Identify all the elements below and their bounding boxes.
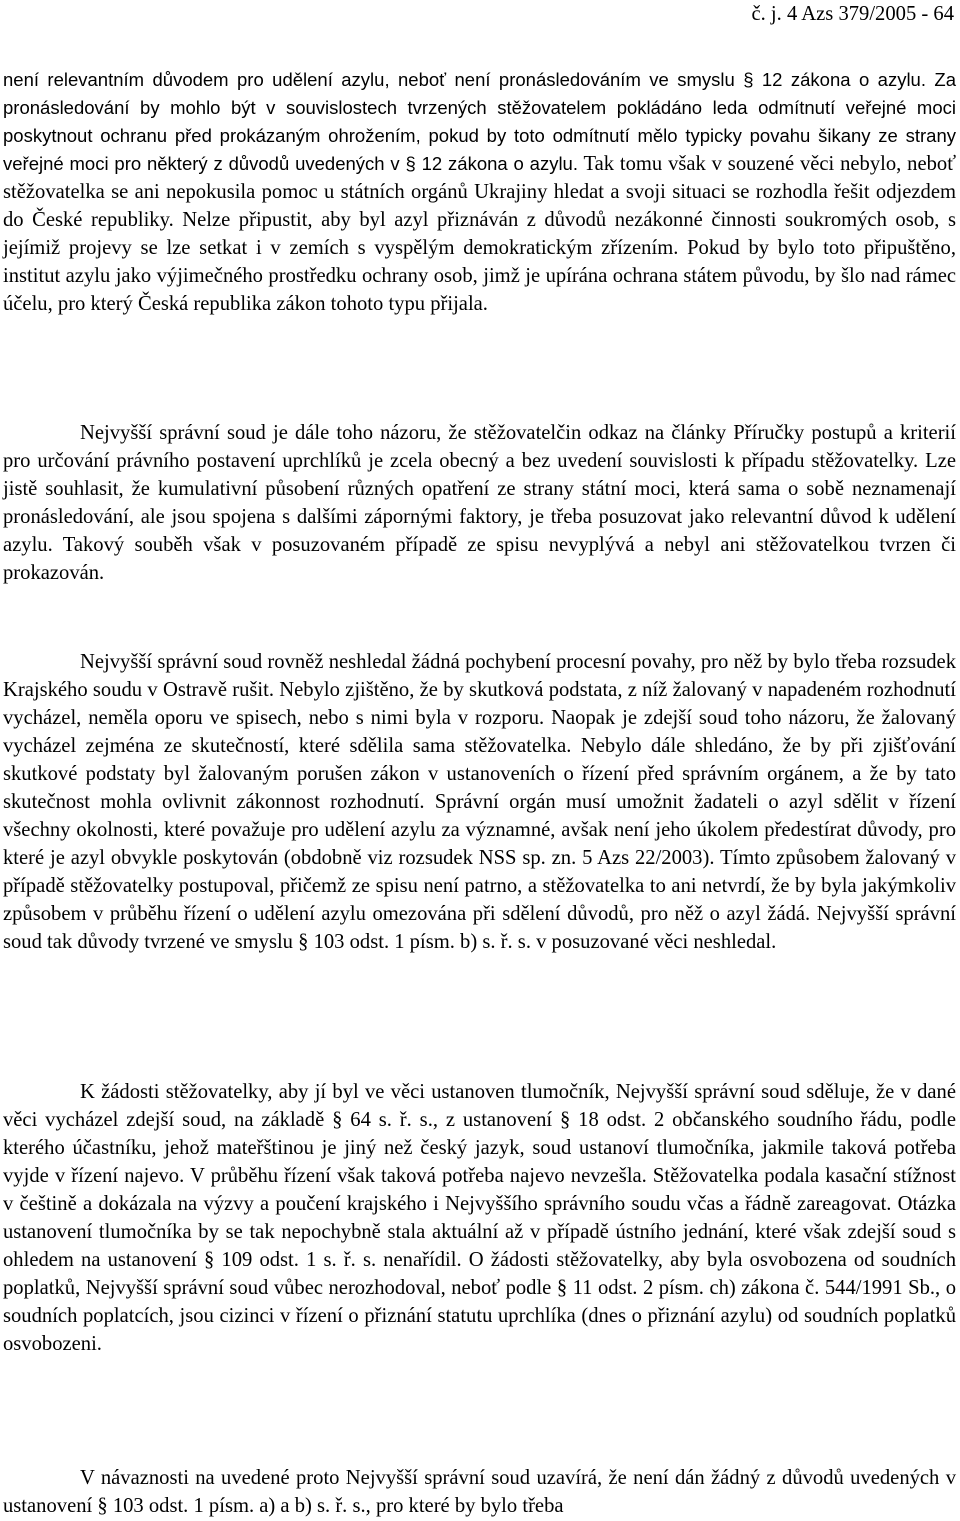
case-reference-header: č. j. 4 Azs 379/2005 - 64 (751, 3, 954, 25)
paragraph-2: Nejvyšší správní soud je dále toho názoru, že stěžovatelčin odkaz na články Příručky postupů a kriterií pro určování právního postavení uprchlíků je zcela obecný a bez uvedení souvislosti k případu stěžovatelky. Lze jistě souhlasit, že kumulativní působení různých opatření ze strany státní moci, která sama o sobě neznamenají pronásledování, ale jsou spojena s dalšími zápornými faktory, je třeba posuzovat jako relevantní důvod k udělení azylu. Takový souběh však v posuzovaném případě ze spisu nevyplývá a nebyl ani stěžovatelkou tvrzen či prokazován. (3, 422, 956, 584)
paragraph-4: K žádosti stěžovatelky, aby jí byl ve věci ustanoven tlumočník, Nejvyšší správní soud sděluje, že v dané věci vycházel zdejší soud, na základě § 64 s. ř. s., z ustanovení § 18 odst. 2 občanského soudního řádu, podle kterého účastníku, jehož mateřštinou je jiný než český jazyk, soud ustanoví tlumočníka, jakmile taková potřeba vyjde v řízení najevo. V průběhu řízení však taková potřeba najevo nevzešla. Stěžovatelka podala kasační stížnost v češtině a dokázala na výzvy a poučení krajského i Nejvyššího správního soudu včas a řádně zareagovat. Otázka ustanovení tlumočníka by se tak nepochybně stala aktuální až v případě ústního jednání, které však zdejší soud s ohledem na ustanovení § 109 odst. 1 s. ř. s. nenařídil. O žádosti stěžovatelky, aby byla osvobozena od soudních poplatků, Nejvyšší správní soud vůbec nerozhodoval, neboť podle § 11 odst. 2 písm. ch) zákona č. 544/1991 Sb., o soudních poplatcích, jsou cizinci v řízení o přiznání statutu uprchlíka (dnes o přiznání azylu) od soudních poplatků osvobozeni. (3, 1081, 956, 1355)
paragraph-3: Nejvyšší správní soud rovněž neshledal žádná pochybení procesní povahy, pro něž by bylo třeba rozsudek Krajského soudu v Ostravě rušit. Nebylo zjištěno, že by skutková podstata, z níž žalovaný v napadeném rozhodnutí vycházel, neměla oporu ve spisech, nebo s nimi byla v rozporu. Naopak je zdejší soud toho názoru, že žalovaný vycházel zejména ze skutečností, které sdělila sama stěžovatelka. Nebylo dále shledáno, že by při zjišťování skutkové podstaty byl žalovaným porušen zákon v ustanoveních o řízení před správním orgánem, a že by tato skutečnost mohla ovlivnit zákonnost rozhodnutí. Správní orgán musí umožnit žadateli o azyl sdělit v řízení všechny okolnosti, které považuje pro udělení azylu za významné, avšak není jeho úkolem předestírat důvody, pro které je azyl obvykle poskytován (obdobně viz rozsudek NSS sp. zn. 5 Azs 22/2003). Tímto způsobem žalovaný v případě stěžovatelky postupoval, přičemž ze spisu není patrno, a stěžovatelka to ani netvrdí, že by byla jakýmkoliv způsobem v průběhu řízení o udělení azylu omezována při sdělení důvodů, pro něž o azyl žádá. Nejvyšší správní soud tak důvody tvrzené ve smyslu § 103 odst. 1 písm. b) s. ř. s. v posuzované věci neshledal. (3, 651, 956, 953)
paragraph-1-rest: Tak tomu však v souzené věci nebylo, neboť stěžovatelka se ani nepokusila pomoc u státních orgánů Ukrajiny hledat a svoji situaci se rozhodla řešit odjezdem do České republiky. Nelze připustit, aby byl azyl přiznáván z důvodů nezákonné činnosti soukromých osob, s jejímiž projevy se lze setkat i v zemích s vyspělým demokratickým zřízením. Pokud by bylo toto připuštěno, institut azylu jako výjimečného prostředku ochrany osob, jimž je upírána ochrana státem původu, by šlo nad rámec účelu, pro který Česká republika zákon tohoto typu přijala. (3, 153, 956, 315)
paragraph-1 (3, 66, 956, 318)
paragraph-1-lead-sans: není relevantním důvodem pro udělení azylu, neboť není pronásledováním ve smyslu § 12 zákona o azylu. Za pronásledování by mohlo být v souvislostech tvrzených stěžovatelem pokládáno leda odmítnutí veřejné moci poskytnout ochranu před prokázaným ohrožením, pokud by toto odmítnutí mělo typicky povahu šikany ze strany veřejné moci pro některý z důvodů uvedených v § 12 zákona o azylu. (3, 69, 956, 174)
paragraph-5: V návaznosti na uvedené proto Nejvyšší správní soud uzavírá, že není dán žádný z důvodů uvedených v ustanovení § 103 odst. 1 písm. a) a b) s. ř. s., pro které by bylo třeba (3, 1467, 956, 1517)
